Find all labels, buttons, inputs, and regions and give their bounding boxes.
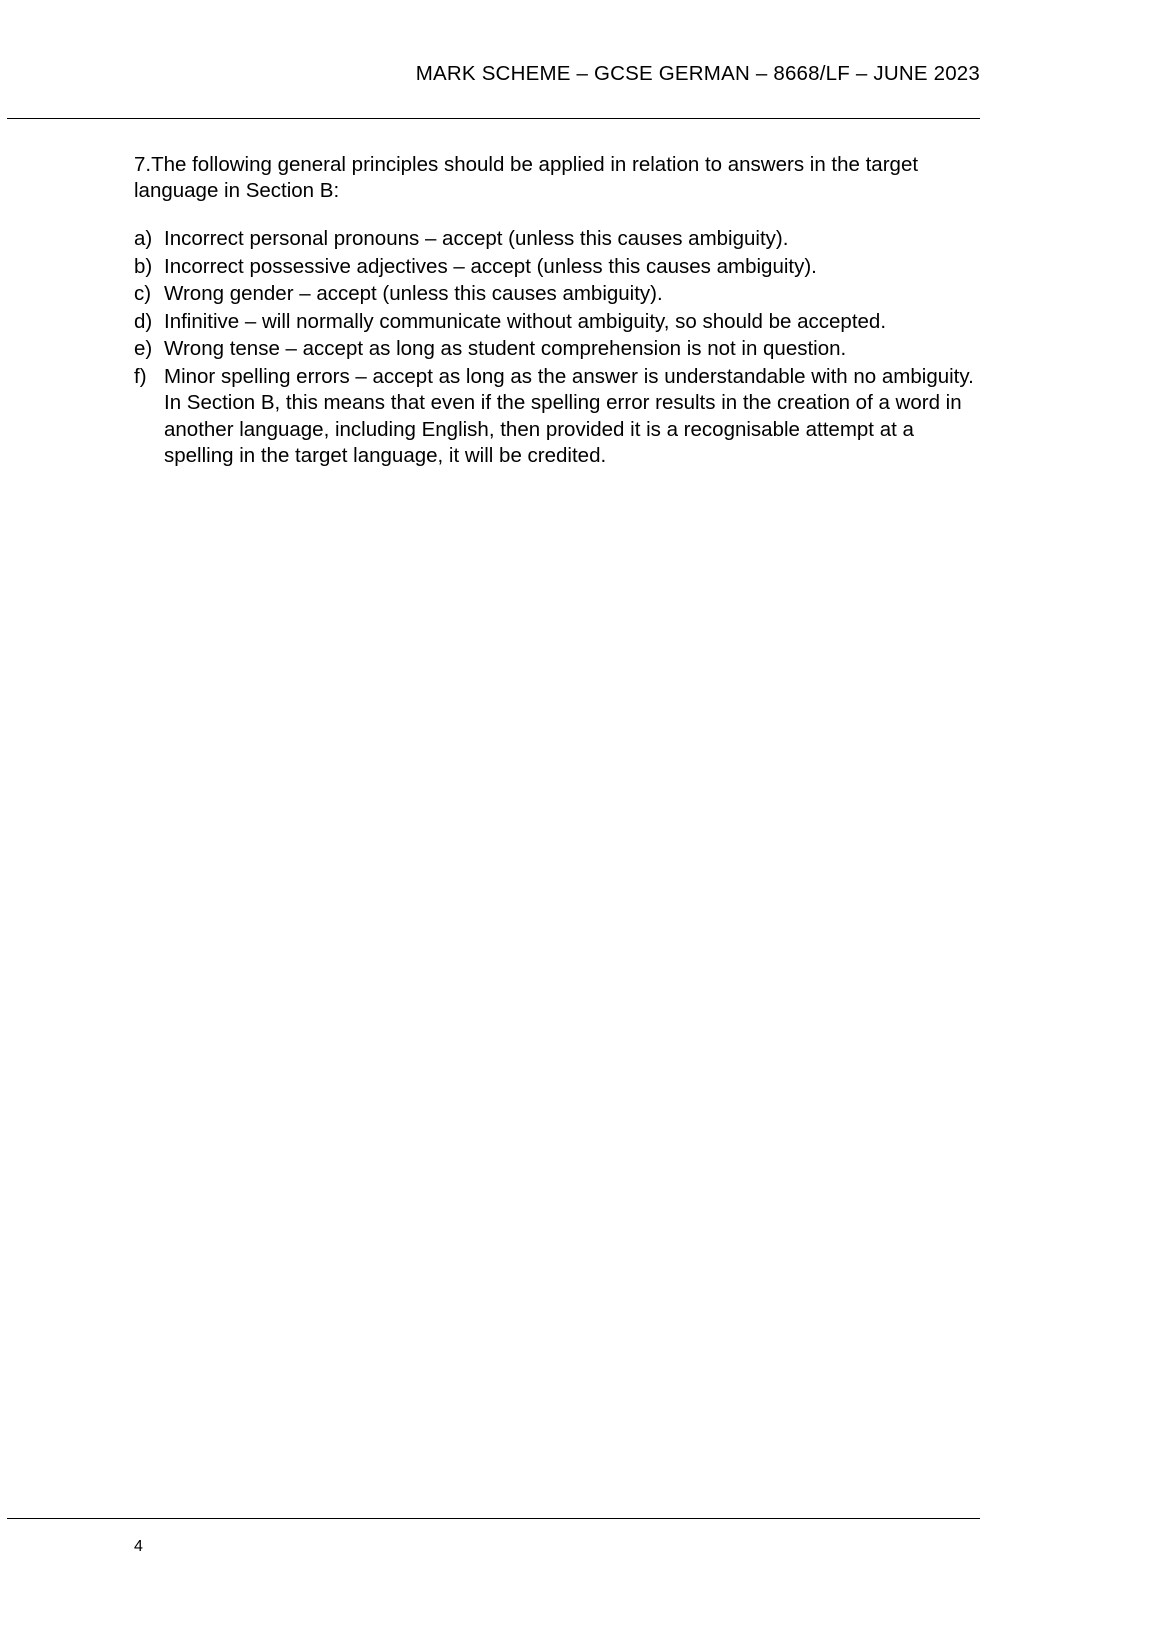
principles-list	[134, 226, 980, 469]
page-number: 4	[134, 1538, 143, 1555]
list-item-text: Incorrect possessive adjectives – accept (unless this causes ambiguity).	[164, 254, 817, 278]
document-body	[134, 152, 980, 470]
list-item	[134, 226, 980, 252]
list-item-marker: e)	[134, 337, 153, 361]
list-item-text: Incorrect personal pronouns – accept (unless this causes ambiguity).	[164, 227, 789, 251]
header-title: MARK SCHEME – GCSE GERMAN – 8668/LF – JUNE 2023	[415, 62, 980, 85]
list-item	[134, 364, 980, 470]
list-item-text: Minor spelling errors – accept as long as the answer is understandable with no ambiguity. In Section B, this means that even if the spelling error results in the creation of a word in another language, including English, then provided it is a recognisable attempt at a spelling in the target language, it will be credited.	[164, 364, 974, 467]
list-item	[134, 309, 980, 335]
document-header	[0, 62, 1158, 86]
list-item	[134, 254, 980, 280]
intro-paragraph	[134, 152, 980, 204]
list-item	[134, 281, 980, 307]
list-item-marker: c)	[134, 282, 152, 306]
header-divider	[7, 118, 980, 119]
intro-line-2: language in Section B:	[134, 179, 340, 203]
list-item-marker: b)	[134, 254, 153, 278]
intro-line-1: 7.The following general principles should be applied in relation to answers in the target	[134, 153, 919, 176]
list-item-text: Wrong tense – accept as long as student comprehension is not in question.	[164, 337, 847, 361]
list-item-marker: a)	[134, 227, 153, 251]
list-item-marker: d)	[134, 309, 153, 333]
list-item-text: Wrong gender – accept (unless this causes ambiguity).	[164, 282, 663, 306]
list-item-marker: f)	[134, 364, 147, 388]
footer-divider	[7, 1518, 980, 1519]
list-item	[134, 336, 980, 362]
list-item-text: Infinitive – will normally communicate without ambiguity, so should be accepted.	[164, 309, 887, 333]
